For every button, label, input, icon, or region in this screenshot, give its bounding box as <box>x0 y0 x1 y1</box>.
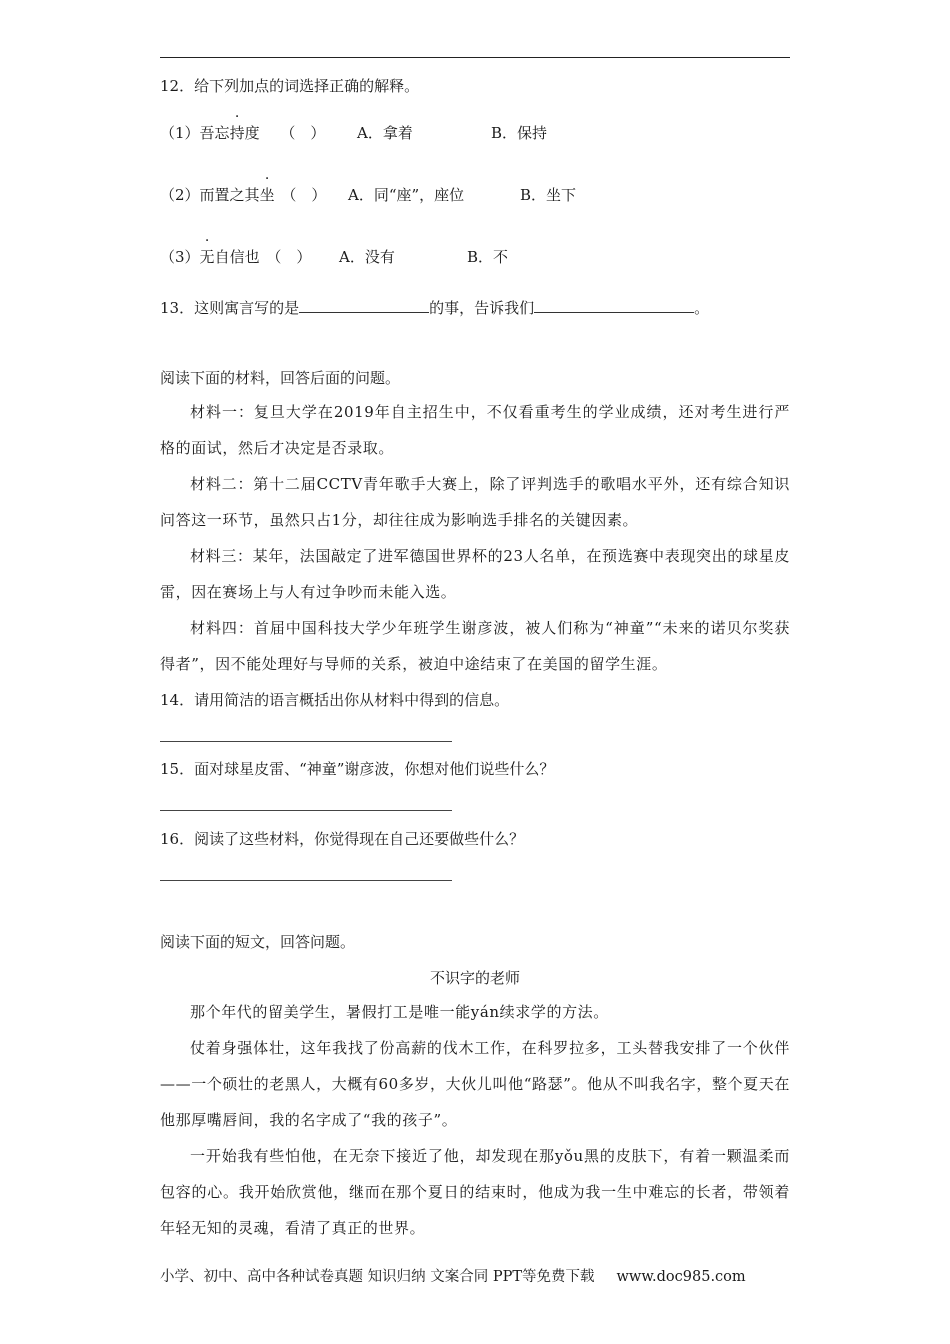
q16: 16．阅读了这些材料，你觉得现在自己还要做些什么？ <box>160 830 525 848</box>
answer-paren[interactable]: （ ） <box>280 124 326 142</box>
q12-item-2: （2）而置之其坐 （ ） <box>160 186 327 204</box>
material-4: 材料四：首届中国科技大学少年班学生谢彦波，被人们称为“神童”“未来的诺贝尔奖获得者”，因不能处理好与导师的关系，被迫中途结束了在美国的留学生涯。 <box>160 619 790 673</box>
footer-text: 小学、初中、高中各种试卷真题 知识归纳 文案合同 PPT等免费下载 <box>160 1269 595 1285</box>
q12-item-1: （1）吾忘持度 （ ） <box>160 124 326 142</box>
passage-title: 不识字的老师 <box>429 969 520 987</box>
answer-paren[interactable]: （ ） <box>266 248 312 266</box>
reading2-intro: 阅读下面的短文，回答问题。 <box>160 933 356 951</box>
material-2: 材料二：第十二届CCTV青年歌手大赛上，除了评判选手的歌唱水平外，还有综合知识问答这一环节，虽然只占1分，却往往成为影响选手排名的关键因素。 <box>160 475 790 529</box>
dotted-char: 持 <box>229 124 245 142</box>
q15-answer-line[interactable] <box>160 810 452 811</box>
dotted-char: 坐 <box>259 186 275 204</box>
q12-item-3: （3）无自信也 （ ） <box>160 248 312 266</box>
q12-1-option-a: A．拿着 <box>357 124 413 142</box>
reading1-intro: 阅读下面的材料，回答后面的问题。 <box>160 369 401 387</box>
passage-paragraph-3: 一开始我有些怕他，在无奈下接近了他，却发现在那yǒu黑的皮肤下，有着一颗温柔而包容的心。我开始欣赏他，继而在那个夏日的结束时，他成为我一生中难忘的长者，带领着年轻无知的灵魂，看清了真正的世界。 <box>160 1147 790 1237</box>
footer <box>160 1267 746 1287</box>
dotted-char: 无 <box>199 248 215 266</box>
q12-3-option-a: A．没有 <box>339 248 395 266</box>
answer-paren[interactable]: （ ） <box>281 186 327 204</box>
material-1: 材料一：复旦大学在2019年自主招生中，不仅看重考生的学业成绩，还对考生进行严格的面试，然后才决定是否录取。 <box>160 403 790 457</box>
passage-paragraph-2: 仗着身强体壮，这年我找了份高薪的伐木工作，在科罗拉多，工头替我安排了一个伙伴——一个硕壮的老黑人，大概有60多岁，大伙儿叫他“路瑟”。他从不叫我名字，整个夏天在他那厚嘴唇间，我的名字成了“我的孩子”。 <box>160 1039 790 1129</box>
q12-2-option-a: A．同“座”，座位 <box>348 186 465 204</box>
q12-stem: 12．给下列加点的词选择正确的解释。 <box>160 77 420 95</box>
q15: 15．面对球星皮雷、“神童”谢彦波，你想对他们说些什么？ <box>160 760 555 778</box>
q14-answer-line[interactable] <box>160 741 452 742</box>
material-3: 材料三：某年，法国敲定了进军德国世界杯的23人名单，在预选赛中表现突出的球星皮雷，因在赛场上与人有过争吵而未能入选。 <box>160 547 790 601</box>
passage-paragraph-1: 那个年代的留美学生，暑假打工是唯一能yán续求学的方法。 <box>190 1003 609 1021</box>
q12-3-option-b: B．不 <box>467 248 509 266</box>
footer-site-link[interactable]: www.doc985.com <box>616 1269 746 1285</box>
q16-answer-line[interactable] <box>160 880 452 881</box>
answer-blank[interactable] <box>534 298 694 313</box>
q12-2-option-b: B．坐下 <box>520 186 577 204</box>
q12-1-option-b: B．保持 <box>491 124 548 142</box>
header-rule <box>160 57 790 58</box>
q13: 13．这则寓言写的是 的事，告诉我们 。 <box>160 299 710 317</box>
q14: 14．请用简洁的语言概括出你从材料中得到的信息。 <box>160 691 510 709</box>
answer-blank[interactable] <box>299 298 429 313</box>
